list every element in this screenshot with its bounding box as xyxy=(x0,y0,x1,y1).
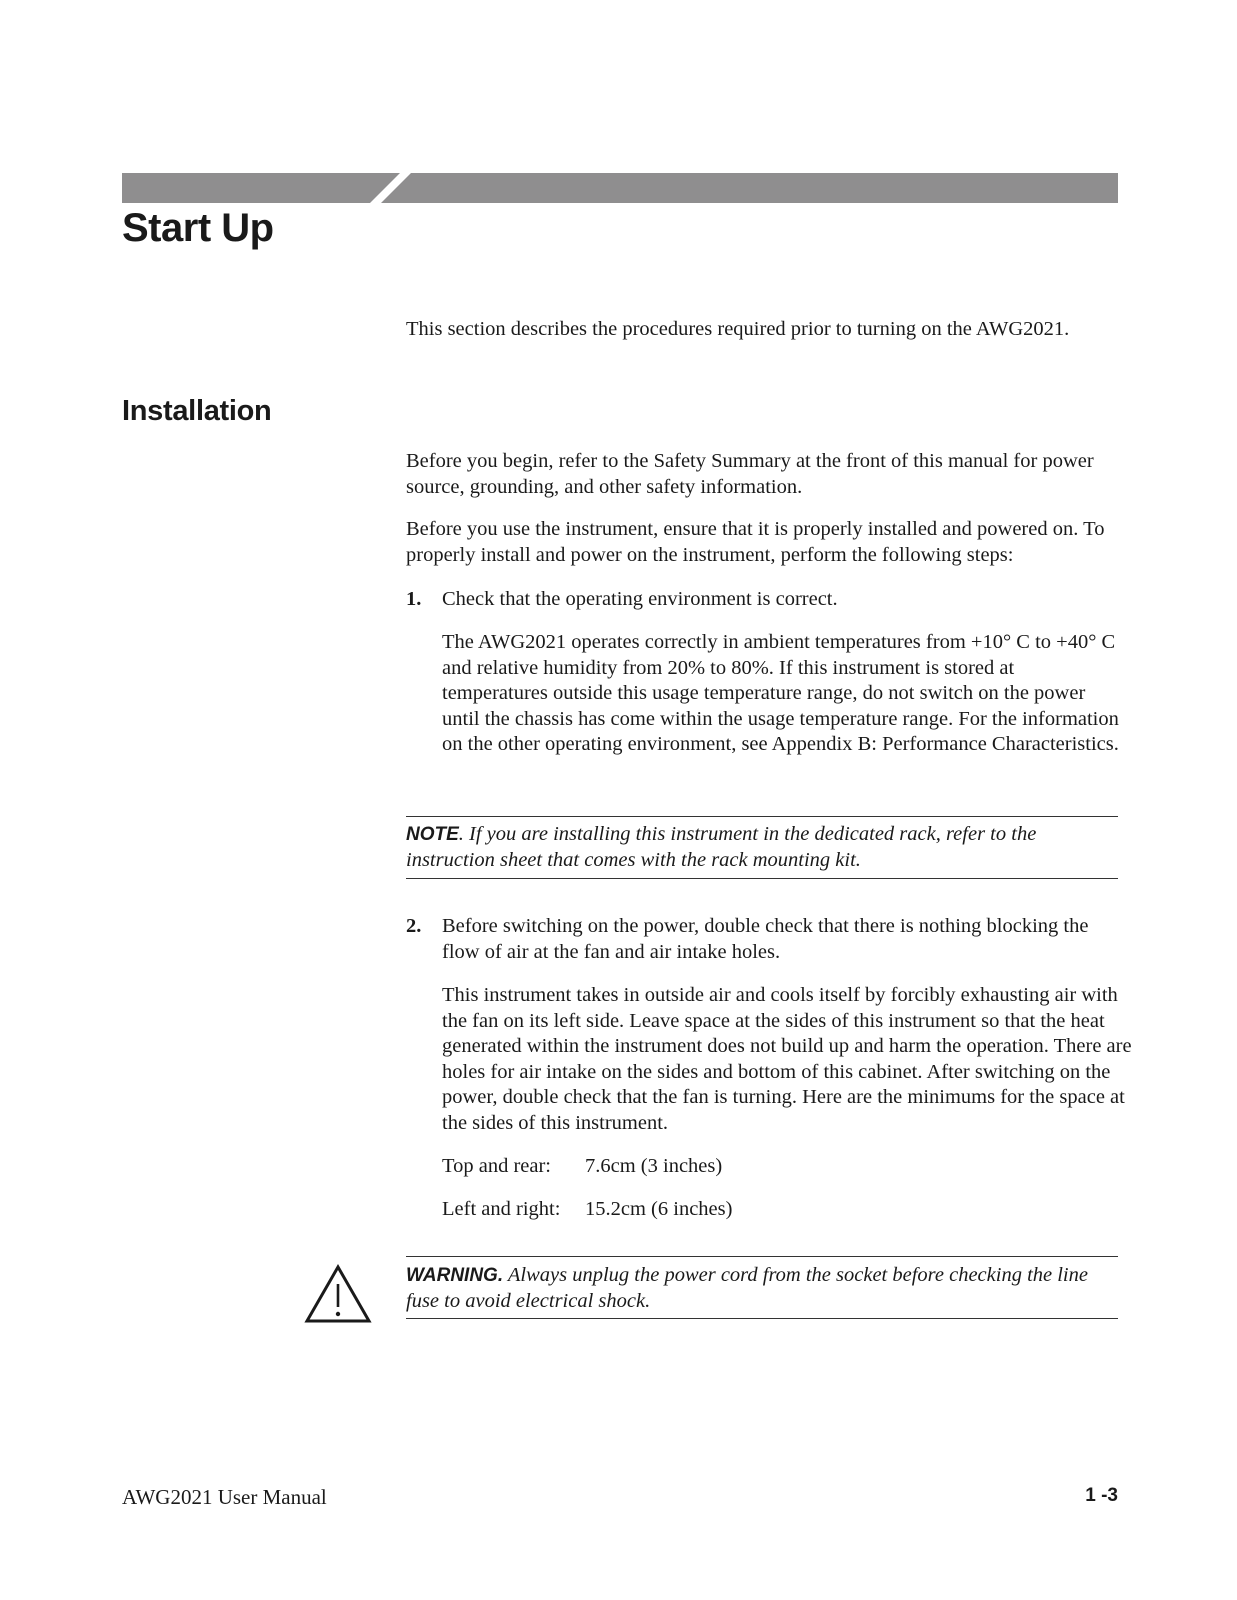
step-text: Check that the operating environment is correct. xyxy=(442,588,838,610)
note-rule-top xyxy=(406,816,1118,817)
spacing-label: Top and rear: xyxy=(442,1155,551,1177)
step-number: 2. xyxy=(406,915,422,937)
spacing-row xyxy=(442,1197,732,1223)
warning-rule-top xyxy=(406,1256,1118,1257)
note-label: NOTE xyxy=(406,824,459,845)
header-bar xyxy=(122,173,1118,203)
step-text: Before switching on the power, double check that there is nothing blocking the flow of air at the fan and air intake holes. xyxy=(442,915,1089,963)
note-box xyxy=(406,822,1118,873)
section-heading: Installation xyxy=(122,395,272,427)
install-paragraph: Before you use the instrument, ensure that it is properly installed and powered on. To properly install and power on the instrument, perform the following steps: xyxy=(406,518,1105,566)
warning-rule-bottom xyxy=(406,1318,1118,1319)
spacing-label: Left and right: xyxy=(442,1198,561,1220)
intro-paragraph: This section describes the procedures required prior to turning on the AWG2021. xyxy=(406,318,1070,340)
warning-label: WARNING. xyxy=(406,1265,504,1286)
warning-triangle-icon xyxy=(304,1264,372,1324)
note-text: . If you are installing this instrument in the dedicated rack, refer to the instruction sheet that comes with the rack mounting kit. xyxy=(406,823,1037,871)
step-number: 1. xyxy=(406,588,422,610)
spacing-row xyxy=(442,1154,722,1180)
spacing-value: 7.6cm (3 inches) xyxy=(585,1155,723,1177)
note-rule-bottom xyxy=(406,878,1118,879)
safety-paragraph: Before you begin, refer to the Safety Summary at the front of this manual for power source, grounding, and other safety information. xyxy=(406,450,1094,498)
footer-manual-title: AWG2021 User Manual xyxy=(122,1485,327,1509)
footer-page-number: 1 -3 xyxy=(1085,1485,1118,1506)
warning-box xyxy=(406,1263,1118,1314)
warning-text: Always unplug the power cord from the socket before checking the line fuse to avoid electrical shock. xyxy=(406,1264,1088,1312)
page-title: Start Up xyxy=(122,206,274,250)
step-detail: The AWG2021 operates correctly in ambient temperatures from +10° C to +40° C and relative humidity from 20% to 80%. If this instrument is stored at temperatures outside this usage temperature range, do not switch on the power until the chassis has come within the usage temperature range. For the information on the other operating environment, see Appendix B: Performance Characteristics. xyxy=(442,631,1119,755)
step-detail: This instrument takes in outside air and cools itself by forcibly exhausting air with the fan on its left side. Leave space at the sides of this instrument so that the heat generated within the instrument does not build up and harm the operation. There are holes for air intake on the sides and bottom of this cabinet. After switching on the power, double check that the fan is turning. Here are the minimums for the space at the sides of this instrument. xyxy=(442,984,1132,1134)
spacing-value: 15.2cm (6 inches) xyxy=(585,1198,733,1220)
